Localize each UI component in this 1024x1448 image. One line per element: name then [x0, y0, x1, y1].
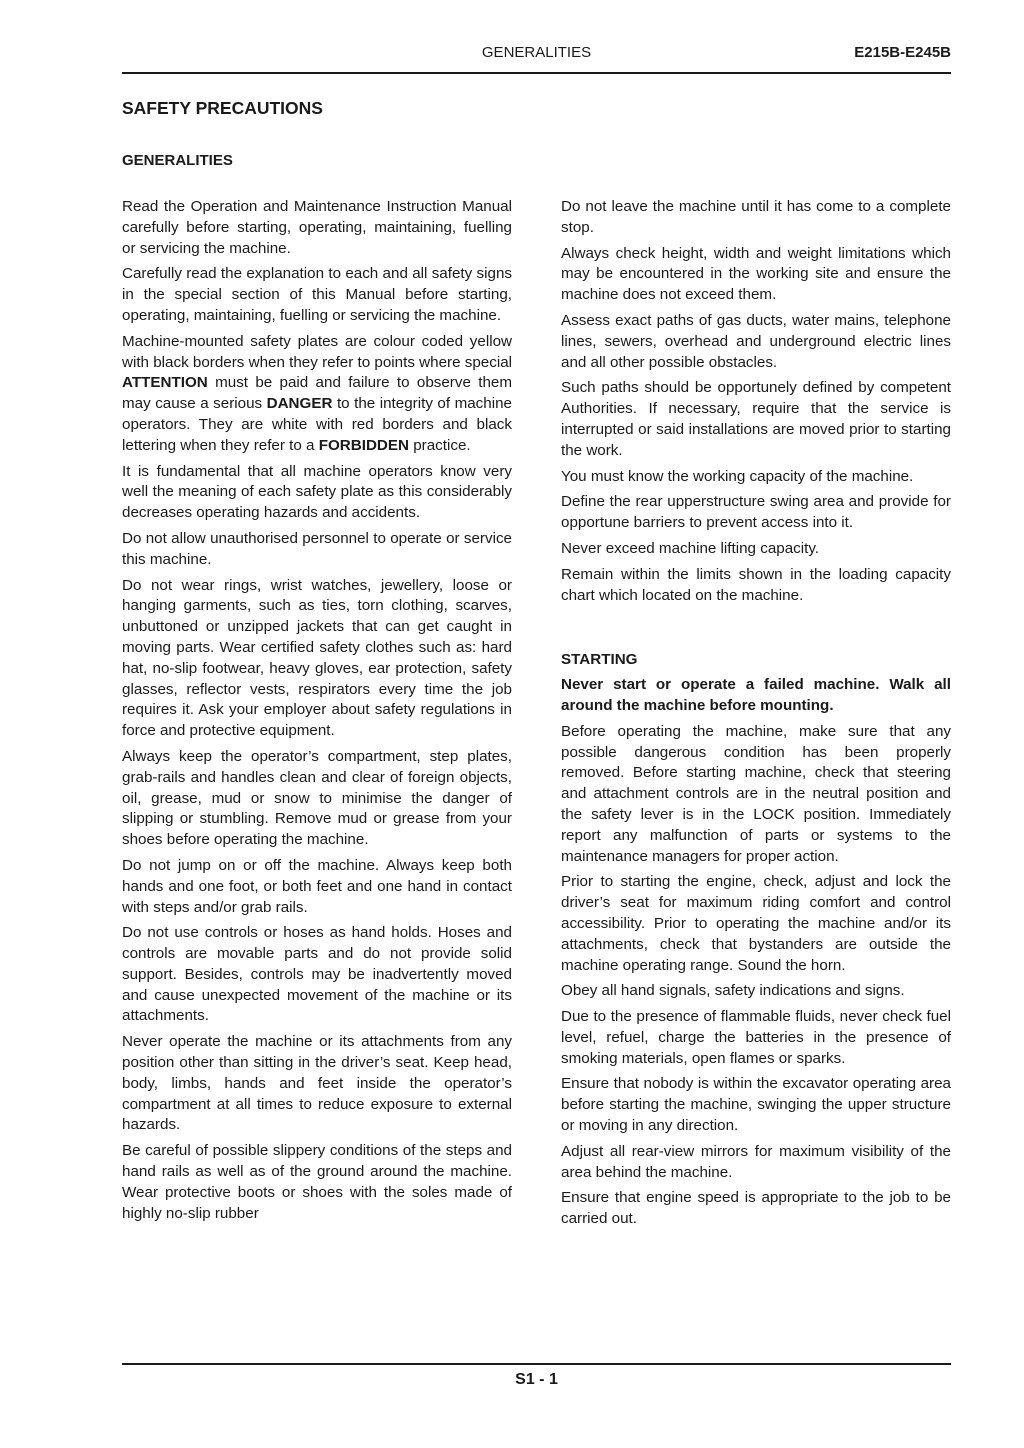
right-column [561, 197, 951, 1235]
attention-keyword: ATTENTION [122, 374, 208, 392]
left-column [122, 197, 512, 1229]
paragraph: Prior to starting the engine, check, adjust and lock the driver’s seat for maximum riding comfort and control accessibility. Prior to operating the machine and/or its attachments, check that bystanders are outside the machine operating range. Sound the horn. [561, 873, 951, 974]
paragraph: Adjust all rear-view mirrors for maximum visibility of the area behind the machine. [561, 1142, 951, 1181]
page-header [122, 44, 951, 64]
subsection-title: GENERALITIES [122, 152, 233, 169]
header-rule [122, 72, 951, 74]
section-title: SAFETY PRECAUTIONS [122, 98, 323, 118]
text-run: must be paid and failure to observe them may cause a serious [122, 374, 512, 413]
paragraph: Before operating the machine, make sure that any possible dangerous condition has been properly removed. Before starting machine, check that steering and attachment controls are in the neutral position and the safety lever is in the LOCK position. Immediately report any malfunction of parts or systems to the maintenance managers for proper action. [561, 722, 951, 865]
forbidden-keyword: FORBIDDEN [318, 436, 409, 454]
paragraph: Carefully read the explanation to each and all safety signs in the special section of this Manual before starting, operating, maintaining, fuelling or servicing the machine. [122, 265, 512, 324]
paragraph: Never operate the machine or its attachments from any position other than sitting in the driver’s seat. Keep head, body, limbs, hands and feet inside the operator’s compartment at all times to reduce exposure to external hazards. [122, 1033, 512, 1134]
paragraph: You must know the working capacity of the machine. [561, 467, 914, 485]
paragraph: Assess exact paths of gas ducts, water mains, telephone lines, sewers, overhead and underground electric lines and all other possible obstacles. [561, 311, 951, 371]
paragraph: Read the Operation and Maintenance Instruction Manual carefully before starting, operating, maintaining, fuelling or servicing the machine. [122, 198, 512, 257]
text-run: Machine-mounted safety plates are colour coded yellow with black borders when they refer to points where special [122, 332, 513, 371]
paragraph: Do not leave the machine until it has come to a complete stop. [561, 198, 951, 236]
header-title: GENERALITIES [481, 44, 592, 61]
page-number: S1 - 1 [515, 1371, 558, 1388]
paragraph: Do not allow unauthorised personnel to operate or service this machine. [122, 529, 512, 568]
paragraph: Due to the presence of flammable fluids, never check fuel level, refuel, charge the batteries in the presence of smoking materials, open flames or sparks. [561, 1008, 951, 1067]
paragraph: Be careful of possible slippery conditions of the steps and hand rails as well as of the ground around the machine. Wear protective boots or shoes with the soles made of highly no-slip rubber [122, 1142, 512, 1222]
starting-lead: Never start or operate a failed machine. Walk all around the machine before mounting. [561, 676, 951, 714]
paragraph: Always check height, width and weight limitations which may be encountered in the working site and ensure the machine does not exceed them. [561, 244, 951, 304]
paragraph: Define the rear upperstructure swing area and provide for opportune barriers to prevent access into it. [561, 493, 951, 532]
paragraph: Such paths should be opportunely defined by competent Authorities. If necessary, require that the service is interrupted or said installations are moved prior to starting the work. [561, 379, 951, 459]
paragraph: Do not wear rings, wrist watches, jewellery, loose or hanging garments, such as ties, torn clothing, scarves, unbuttoned or unzipped jackets that can get caught in moving parts. Wear certified safety clothes such as: hard hat, no-slip footwear, heavy gloves, ear protection, safety glasses, reflector vests, respirators every time the job requires it. Ask your employer about safety regulations in force and protective equipment. [122, 576, 512, 740]
paragraph: Ensure that engine speed is appropriate to the job to be carried out. [561, 1189, 951, 1228]
paragraph-safety-plates [122, 332, 512, 457]
paragraph: Always keep the operator’s compartment, step plates, grab-rails and handles clean and clear of foreign objects, oil, grease, mud or snow to minimise the danger of slipping or stumbling. Remove mud or grease from your shoes before operating the machine. [122, 747, 512, 849]
text-run: practice. [409, 436, 471, 454]
text-run: to the integrity of machine operators. They are white with red borders and black lettering when they refer to a [122, 395, 512, 454]
header-model: E215B-E245B [854, 44, 951, 61]
paragraph: Never exceed machine lifting capacity. [561, 539, 820, 557]
starting-heading: STARTING [561, 651, 638, 669]
footer-rule [122, 1363, 951, 1365]
danger-keyword: DANGER [266, 395, 333, 413]
paragraph: Remain within the limits shown in the loading capacity chart which located on the machine. [561, 565, 951, 604]
paragraph: It is fundamental that all machine operators know very well the meaning of each safety plate as this considerably decreases operating hazards and accidents. [122, 462, 512, 522]
paragraph: Ensure that nobody is within the excavator operating area before starting the machine, swinging the upper structure or moving in any direction. [561, 1075, 951, 1135]
paragraph: Do not jump on or off the machine. Always keep both hands and one foot, or both feet and one hand in contact with steps and/or grab rails. [122, 856, 512, 916]
paragraph: Obey all hand signals, safety indications and signs. [561, 982, 905, 1000]
paragraph: Do not use controls or hoses as hand holds. Hoses and controls are movable parts and do not provide solid support. Besides, controls may be inadvertently moved and cause unexpected movement of the machine or its attachments. [122, 924, 512, 1025]
